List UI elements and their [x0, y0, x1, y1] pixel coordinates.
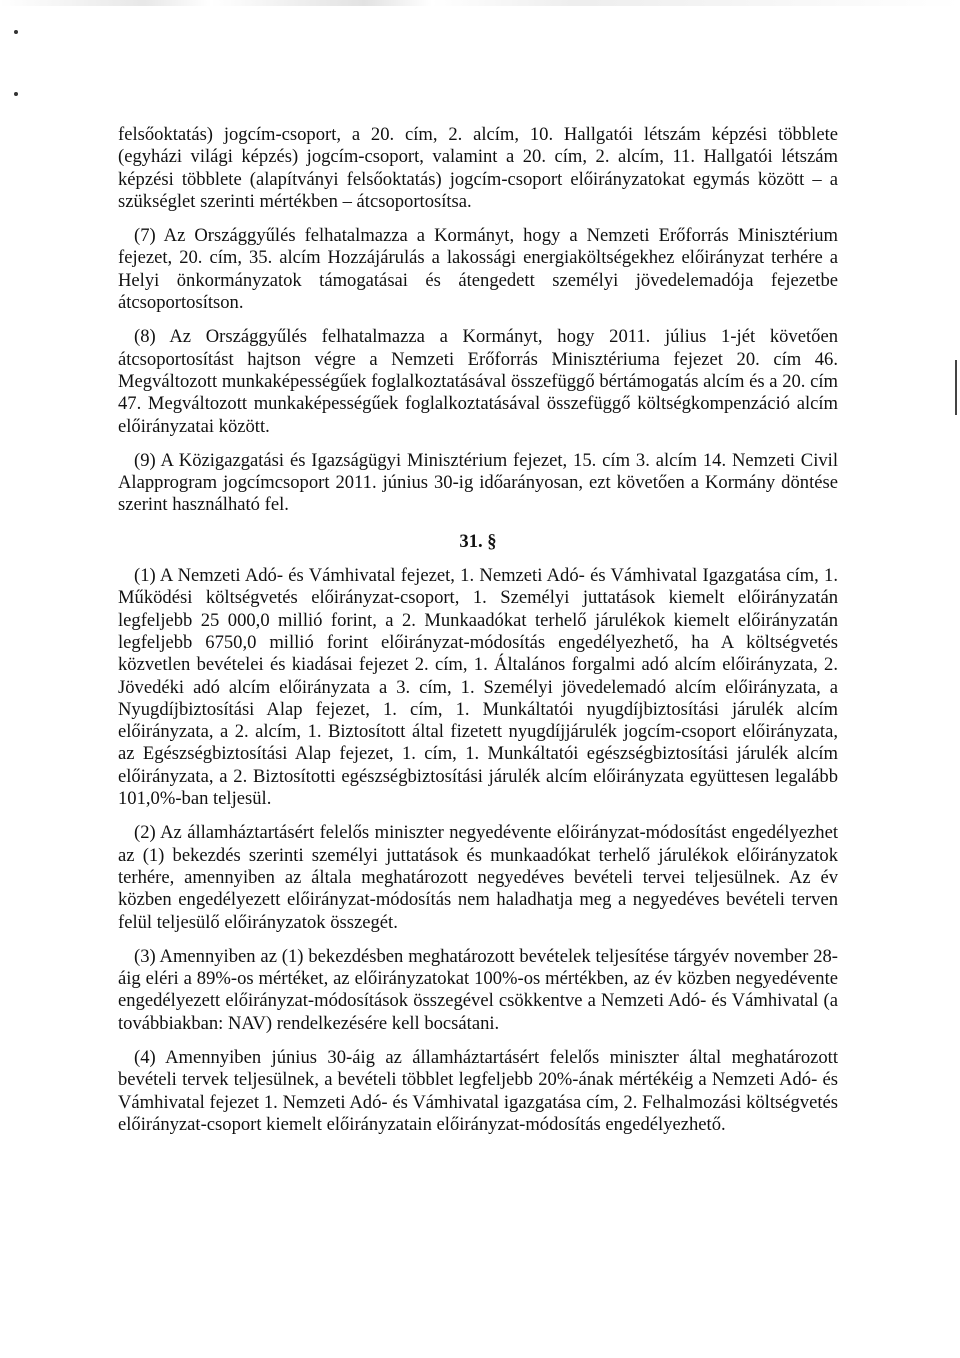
section-31-paragraph-1: (1) A Nemzeti Adó- és Vámhivatal fejezet, 1. Nemzeti Adó- és Vámhivatal Igazgatása cím, 1. Működési költségvetés előirányzat-csoport, 1. Személyi juttatások kiemelt előirányzatán legfeljebb 25 000,0 millió forint, a 2. Munkaadókat terhelő járulékok kiemelt előirányzatán legfeljebb 6750,0 millió forint előirányzat-módosítás engedélyezhető, ha A költségvetés közvetlen bevételei és kiadásai fejezet 2. cím, 1. Általános forgalmi adó alcím előirányzata, 2. Jövedéki adó alcím előirányzata a 3. cím, 1. Személyi jövedelemadó alcím előirányzata, a Nyugdíjbiztosítási Alap fejezet, 1. cím, 1. Munkáltatói nyugdíjbiztosítási járulék alcím előirányzata, a 2. alcím, 1. Biztosított által fizetett nyugdíjjárulék jogcím-csoport előirányzata, az Egészségbiztosítási Alap fejezet, 1. cím, 1. Munkáltatói egészségbiztosítási járulék alcím előirányzata, a 2. Biztosítotti egészségbiztosítási járulék alcím előirányzata együttesen legalább 101,0%-ban teljesül. — [118, 565, 838, 810]
scan-speck — [14, 30, 18, 34]
section-31-paragraph-3: (3) Amennyiben az (1) bekezdésben meghatározott bevételek teljesítése tárgyév november 28-áig eléri a 89%-os mértéket, az előirányzatokat 100%-os mértékben, az év közben negyedévente engedélyezett előirányzat-módosítások összegével csökkentve a Nemzeti Adó- és Vámhivatal (a továbbiakban: NAV) rendelkezésére kell bocsátani. — [118, 945, 838, 1034]
section-heading: 31. § — [459, 530, 497, 552]
scan-speck — [14, 92, 18, 96]
scan-edge-line — [955, 360, 957, 415]
scan-artifact-top — [0, 0, 960, 6]
paragraph-7: (7) Az Országgyűlés felhatalmazza a Kormányt, hogy a Nemzeti Erőforrás Minisztérium fejezet, 20. cím, 35. alcím Hozzájárulás a lakossági energiaköltségekhez előirányzat terhére a Helyi önkormányzatok támogatásai és átengedett személyi jövedelemadója fejezetbe átcsoportosítson. — [118, 225, 838, 314]
paragraph-8: (8) Az Országgyűlés felhatalmazza a Kormányt, hogy 2011. július 1-jét követően átcsoportosítást hajtson végre a Nemzeti Erőforrás Minisztériuma fejezet 20. cím 46. Megváltozott munkaképességűek foglalkoztatásával összefüggő bértámogatás alcím és a 20. cím 47. Megváltozott munkaképességűek foglalkoztatásával összefüggő költségkompenzáció alcím előirányzatai között. — [118, 326, 838, 437]
paragraph-9: (9) A Közigazgatási és Igazságügyi Minisztérium fejezet, 15. cím 3. alcím 14. Nemzeti Civil Alapprogram jogcímcsoport 2011. június 30-ig időarányosan, ezt követően a Kormány döntése szerint használható fel. — [118, 449, 838, 516]
section-31-paragraph-2: (2) Az államháztartásért felelős miniszter negyedévente előirányzat-módosítást engedélyezhet az (1) bekezdés szerinti személyi juttatások és munkaadókat terhelő járulékok előirányzatok terhére, amennyiben az általa meghatározott negyedéves bevételi tervei teljesülnek. Az év közben engedélyezett előirányzat-módosítás nem haladhatja meg a negyedéves bevételi terven felül teljesülő előirányzatok összegét. — [118, 822, 838, 933]
paragraph-continuation: felsőoktatás) jogcím-csoport, a 20. cím, 2. alcím, 10. Hallgatói létszám képzési többlete (egyházi világi képzés) jogcím-csoport, valamint a 20. cím, 2. alcím, 11. Hallgatói létszám képzési többlete (alapítványi felsőoktatás) jogcím-csoport előirányzatokat egymás között – a szükséglet szerinti mértékben – átcsoportosítsa. — [118, 124, 838, 212]
document-body — [118, 124, 838, 1136]
section-31-paragraph-4: (4) Amennyiben június 30-áig az államháztartásért felelős miniszter által meghatározott bevételi tervek teljesülnek, a bevételi többlet legfeljebb 20%-ának mértékéig a Nemzeti Adó- és Vámhivatal fejezet 1. Nemzeti Adó- és Vámhivatal igazgatása cím, 2. Felhalmozási költségvetés előirányzat-csoport kiemelt előirányzatain előirányzat-módosítás engedélyezhető. — [118, 1046, 838, 1135]
